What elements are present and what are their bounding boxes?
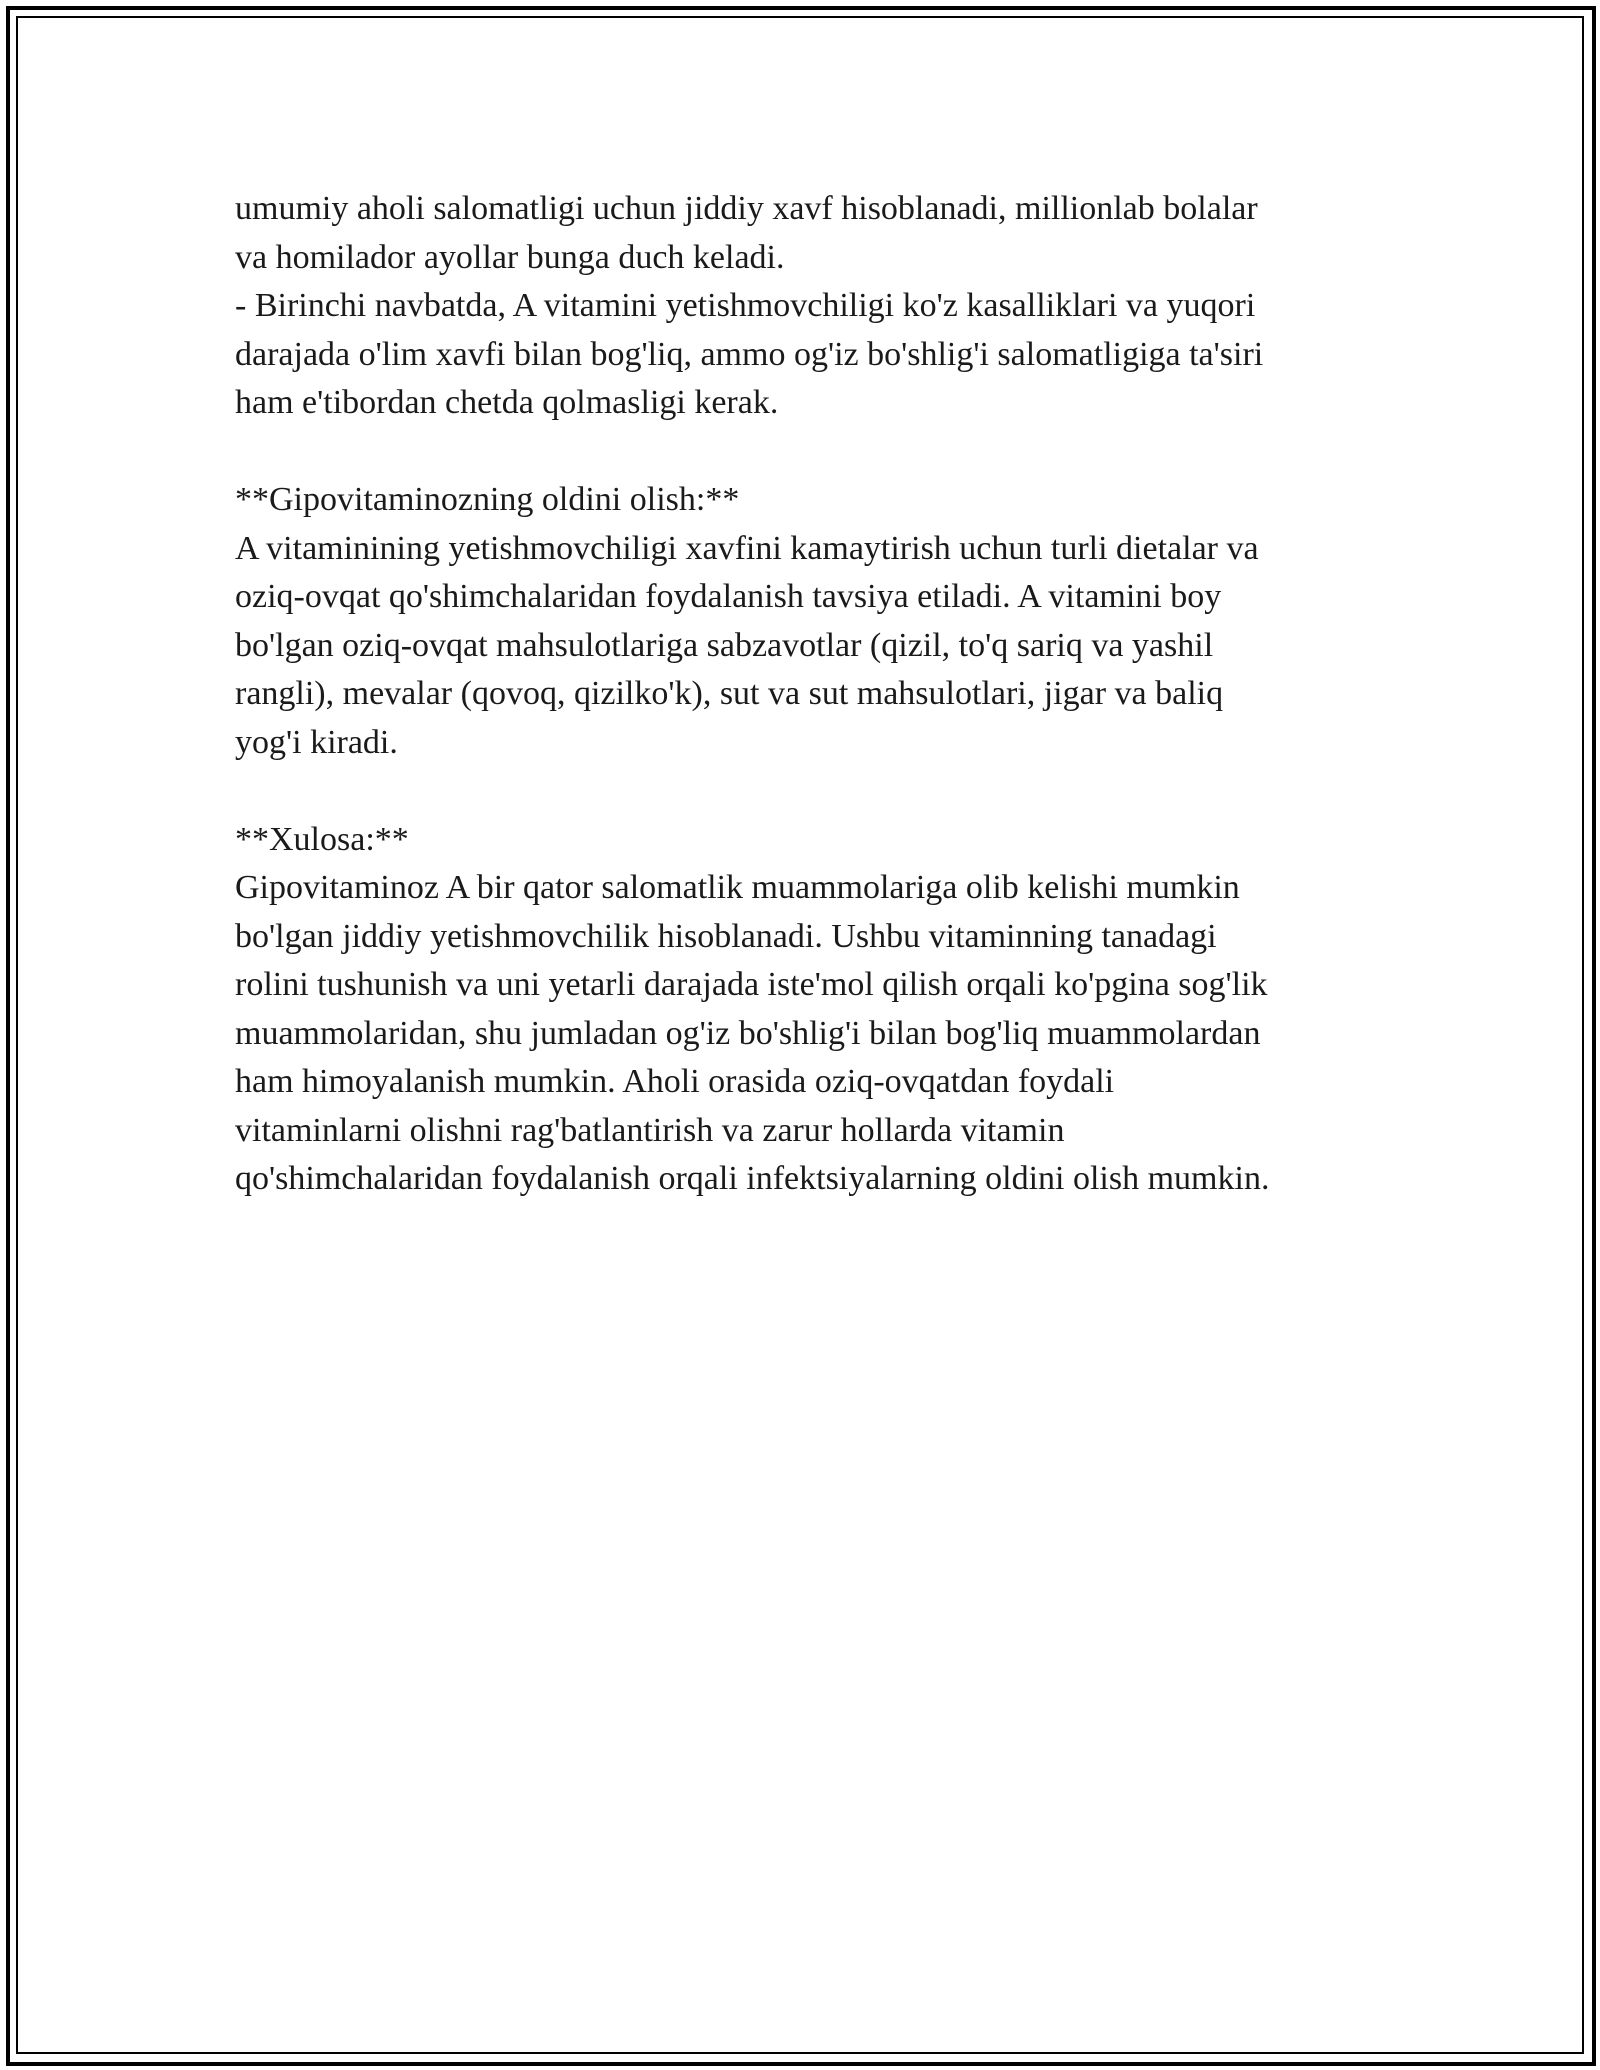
text-line: darajada o'lim xavfi bilan bog'liq, ammo og'iz bo'shlig'i salomatligiga ta'siri	[235, 335, 1264, 373]
text-line: va homilador ayollar bunga duch keladi.	[235, 238, 785, 276]
section-heading: **Xulosa:**	[235, 820, 409, 858]
text-line: rolini tushunish va uni yetarli darajada iste'mol qilish orqali ko'pgina sog'lik	[235, 966, 1268, 1003]
conclusion-section	[235, 816, 1365, 1204]
text-line: A vitaminining yetishmovchiligi xavfini kamaytirish uchun turli dietalar va	[235, 529, 1259, 567]
text-line: vitaminlarni olishni rag'batlantirish va zarur hollarda vitamin	[235, 1111, 1065, 1149]
text-line: bo'lgan jiddiy yetishmovchilik hisoblanadi. Ushbu vitaminning tanadagi	[235, 917, 1217, 955]
paragraph-spacer	[235, 428, 1365, 477]
text-line: bo'lgan oziq-ovqat mahsulotlariga sabzavotlar (qizil, to'q sariq va yashil	[235, 626, 1214, 664]
text-line: muammolaridan, shu jumladan og'iz bo'shlig'i bilan bog'liq muammolardan	[235, 1014, 1261, 1052]
text-line: yog'i kiradi.	[235, 723, 398, 761]
text-line: ham e'tibordan chetda qolmasligi kerak.	[235, 384, 779, 421]
section-heading: **Gipovitaminozning oldini olish:**	[235, 481, 740, 518]
prevention-section	[235, 476, 1365, 767]
paragraph-spacer	[235, 767, 1365, 816]
text-line: Gipovitaminoz A bir qator salomatlik muammolariga olib kelishi mumkin	[235, 869, 1240, 906]
text-line: umumiy aholi salomatligi uchun jiddiy xavf hisoblanadi, millionlab bolalar	[235, 190, 1258, 227]
intro-paragraph	[235, 185, 1365, 428]
text-line: ham himoyalanish mumkin. Aholi orasida oziq-ovqatdan foydali	[235, 1063, 1115, 1100]
text-line: oziq-ovqat qo'shimchalaridan foydalanish tavsiya etiladi. A vitamini boy	[235, 578, 1222, 615]
text-line: - Birinchi navbatda, A vitamini yetishmovchiligi ko'z kasalliklari va yuqori	[235, 287, 1256, 324]
text-line: rangli), mevalar (qovoq, qizilko'k), sut va sut mahsulotlari, jigar va baliq	[235, 675, 1224, 712]
document-body	[235, 185, 1365, 1204]
text-line: qo'shimchalaridan foydalanish orqali infektsiyalarning oldini olish mumkin.	[235, 1160, 1270, 1197]
